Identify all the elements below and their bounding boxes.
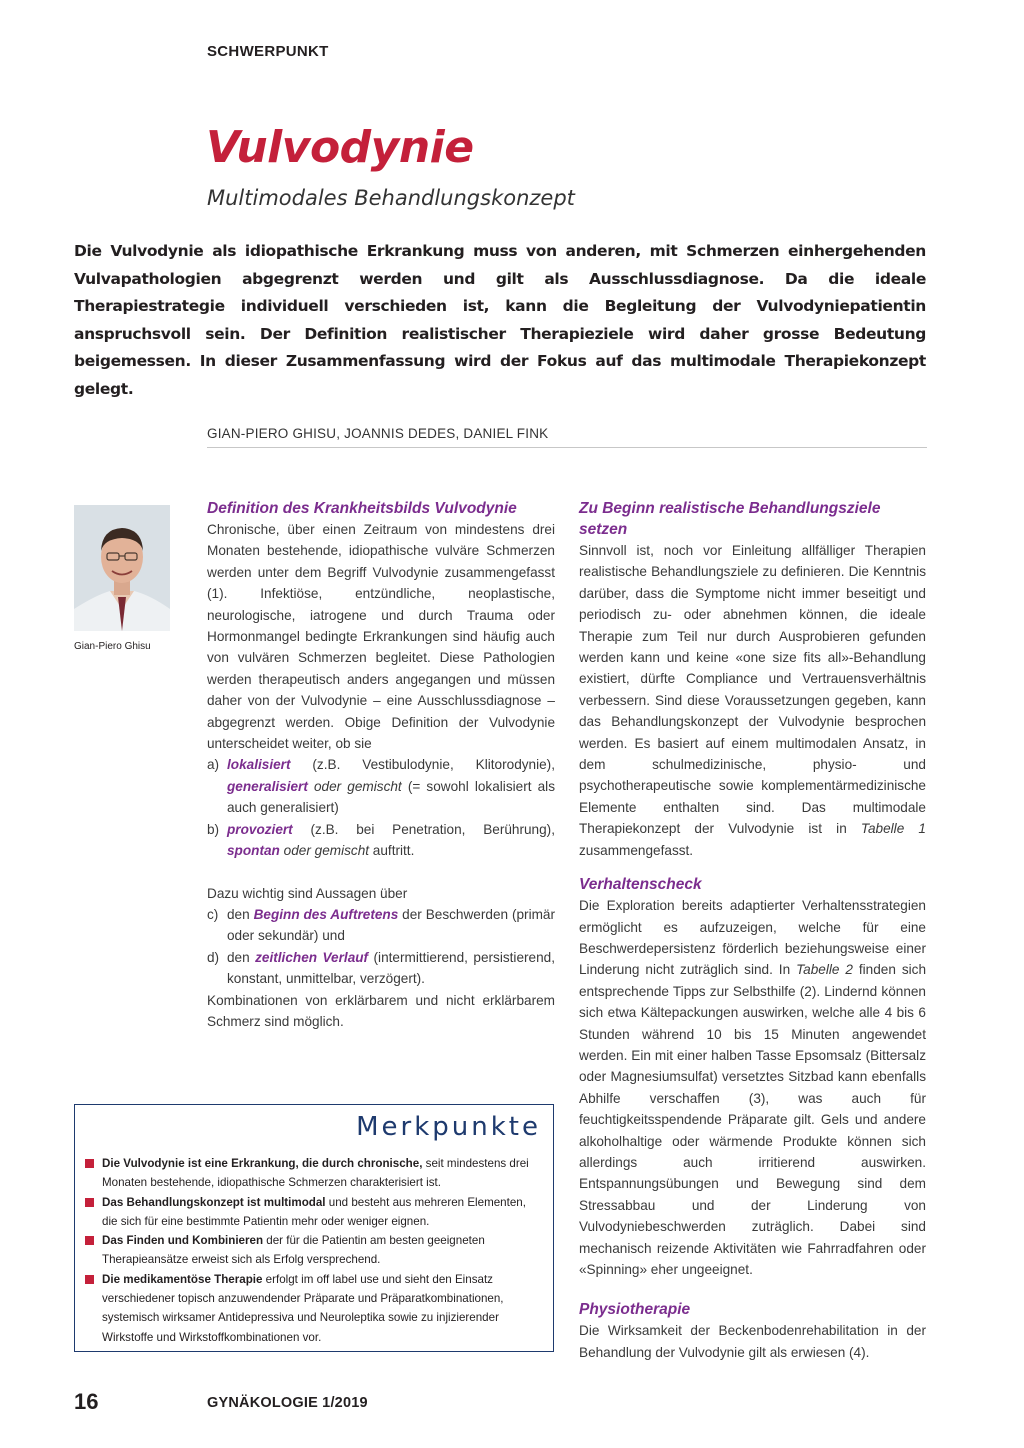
- text: der Beschwerden (primär oder sekundär) und: [227, 906, 555, 944]
- journal-name: GYNÄKOLOGIE 1/2019: [207, 1395, 368, 1411]
- section-heading-physiotherapy: Physiotherapie: [579, 1301, 691, 1319]
- merkpunkte-box: [74, 1104, 554, 1352]
- merkpunkte-list: [85, 1154, 539, 1347]
- bold-text: Die Vulvodynie ist eine Erkrankung, die durch chronische,: [102, 1157, 423, 1170]
- bold-text: Das Behandlungskonzept ist multimodal: [102, 1195, 326, 1209]
- section-heading-behaviour: Verhaltenscheck: [579, 876, 702, 894]
- bullet-square-icon: [85, 1236, 94, 1245]
- author-photo: [74, 505, 170, 631]
- paragraph: Dazu wichtig sind Aussagen über: [207, 885, 408, 901]
- text: den: [227, 906, 254, 922]
- column-right: [579, 498, 926, 1363]
- list-label: d): [207, 949, 220, 965]
- bullet-square-icon: [85, 1275, 94, 1284]
- authors-divider: [207, 447, 927, 448]
- article-title: Vulvodynie: [206, 122, 474, 173]
- merkpunkte-item: [85, 1193, 539, 1232]
- term: lokalisiert: [227, 757, 291, 773]
- list-label: a): [207, 757, 220, 773]
- paragraph: [579, 895, 926, 1280]
- list-item-b: [207, 819, 555, 862]
- text: (z.B. bei Penetration, Berührung),: [292, 821, 555, 837]
- text: Die Exploration bereits adaptierter Verhaltensstrategien ermöglicht es aufzuzeigen, welche für eine Beschwerdepersistenz förderlich beziehungsweise einer Linderung nicht zuträglich sind. In: [579, 898, 926, 978]
- merkpunkte-item: [85, 1231, 539, 1270]
- text: seit mindestens drei Monaten bestehende, idiopathische Schmerzen charakterisiert ist.: [102, 1157, 529, 1190]
- list-label: b): [207, 821, 220, 837]
- term: zeitlichen Verlauf: [255, 949, 369, 965]
- author-portrait-image: [74, 505, 170, 631]
- text: (intermittierend, persistierend, konstant, unmittelbar, verzögert).: [227, 949, 555, 987]
- text: erfolgt im off label use und sieht den Einsatz verschiedener topisch anzuwendender Präparate und Präparatkombinationen, systemisch wirksamer Antidepressiva und Neuroleptika sowie zu injizierender Wirkstoffe und Wirkstoffkombinationen vor.: [102, 1272, 504, 1344]
- merkpunkte-item: [85, 1270, 539, 1347]
- term: spontan: [227, 843, 280, 859]
- photo-caption: Gian-Piero Ghisu: [74, 641, 151, 652]
- bullet-square-icon: [85, 1159, 94, 1168]
- text: und besteht aus mehreren Elementen, die sich für eine bestimmte Patientin mehr oder weniger eignen.: [102, 1195, 526, 1228]
- page-number: 16: [74, 1389, 99, 1414]
- list-label: c): [207, 906, 219, 922]
- article-subtitle: Multimodales Behandlungskonzept: [207, 186, 575, 210]
- paragraph: Kombinationen von erklärbarem und nicht erklärbarem Schmerz sind möglich.: [207, 992, 555, 1029]
- column-left: [207, 498, 555, 1032]
- table-reference: Tabelle 1: [860, 821, 926, 837]
- text: finden sich entsprechende Tipps zur Selbsthilfe (2). Lindernd können sich etwa Kältepackungen auswirken, welche alle 4 bis 6 Stunden während 10 bis 15 Minuten angewendet werden. Ein mit einer halben Tasse Epsomsalz (Bittersalz oder Magnesiumsulfat) versetztes Sitzbad kann ebenfalls Abhilfe verschaffen (3), was auch für feuchtigkeitsspendende Präparate gilt. Gels und andere alkoholhaltige oder wärmende Produkte können sich allerdings auch irritierend auswirken. Entspannungsübungen und Bewegung sind dem Stressabbau und der Linderung von Vulvodyniebeschwerden zuträglich. Dabei sind mechanisch reizende Aktivitäten wie Fahrradfahren oder «Spinning» eher ungeeignet.: [579, 962, 926, 1277]
- text: (= sowohl lokalisiert als auch generalisiert): [227, 778, 555, 816]
- text: oder gemischt: [307, 778, 402, 794]
- list-item-d: [207, 947, 555, 990]
- list-item-c: [207, 904, 555, 947]
- authors-line: GIAN-PIERO GHISU, JOANNIS DEDES, DANIEL FINK: [207, 426, 549, 441]
- bullet-square-icon: [85, 1198, 94, 1207]
- list-item-a: [207, 754, 555, 818]
- term: Beginn des Auftretens: [253, 906, 399, 922]
- term: provoziert: [227, 821, 293, 837]
- text: der für die Patientin am besten geeigneten Therapieansätze erweist sich als Erfolg versprechend.: [102, 1234, 485, 1267]
- text: zusammengefasst.: [579, 842, 694, 858]
- paragraph: Die Wirksamkeit der Beckenbodenrehabilitation in der Behandlung der Vulvodynie gilt als erwiesen (4).: [579, 1323, 926, 1360]
- text: (z.B. Vestibulodynie, Klitorodynie),: [290, 757, 555, 773]
- merkpunkte-item: [85, 1154, 539, 1193]
- section-label: SCHWERPUNKT: [207, 43, 329, 60]
- article-lead: Die Vulvodynie als idiopathische Erkrankung muss von anderen, mit Schmerzen einhergehenden Vulvapathologien abgegrenzt werden und gilt als Ausschlussdiagnose. Da die ideale Therapiestrategie individuell verschieden ist, kann die Begleitung der Vulvodyniepatientin anspruchsvoll sein. Der Definition realistischer Therapieziele wird daher grosse Bedeutung beigemessen. In dieser Zusammenfassung wird der Fokus auf das multimodale Therapiekonzept gelegt.: [74, 242, 926, 398]
- section-heading-goals: Zu Beginn realistische Behandlungsziele setzen: [579, 500, 881, 538]
- section-heading-definition: Definition des Krankheitsbilds Vulvodynie: [207, 500, 517, 517]
- merkpunkte-title: Merkpunkte: [356, 1112, 541, 1142]
- text: auftritt.: [369, 843, 415, 859]
- text: den: [227, 949, 256, 965]
- bold-text: Das Finden und Kombinieren: [102, 1234, 264, 1248]
- text: oder gemischt: [279, 843, 370, 859]
- paragraph: Chronische, über einen Zeitraum von mindestens drei Monaten bestehende, idiopathische vulväre Schmerzen werden unter dem Begriff Vulvodynie zusammengefasst (1). Infektiöse, entzündliche, neoplastische, neurologische, iatrogene und durch Trauma oder Hormonmangel bedingte Erkrankungen sind häufig auch von vulvären Schmerzen begleitet. Diese Pathologien werden therapeutisch anders angegangen und müssen daher von der Vulvodynie – eine Ausschlussdiagnose – abgegrenzt werden. Obige Definition der Vulvodynie unterscheidet weiter, ob sie: [207, 522, 555, 752]
- text: Sinnvoll ist, noch vor Einleitung allfälliger Therapien realistische Behandlungsziele zu definieren. Die Kenntnis darüber, dass die Symptome nicht immer beseitigt und periodisch zu- oder abnehmen können, die ideale Therapie zum Teil nur durch Ausprobieren gefunden werden kann und keine «one size fits all»-Behandlung existiert, dürfte Compliance und Vertrauensverhältnis verbessern. Sind diese Voraussetzungen gegeben, kann das Behandlungskonzept der Vulvodynie besprochen werden. Es basiert auf einem multimodalen Ansatz, in dem schulmedizinische, physio- und psychotherapeutische sowie komplementärmedizinische Elemente enthalten sind. Das multimodale Therapiekonzept der Vulvodynie ist in: [579, 543, 926, 837]
- table-reference: Tabelle 2: [796, 962, 853, 978]
- bold-text: Die medikamentöse Therapie: [102, 1272, 263, 1286]
- paragraph: [579, 540, 926, 861]
- term: generalisiert: [227, 778, 308, 794]
